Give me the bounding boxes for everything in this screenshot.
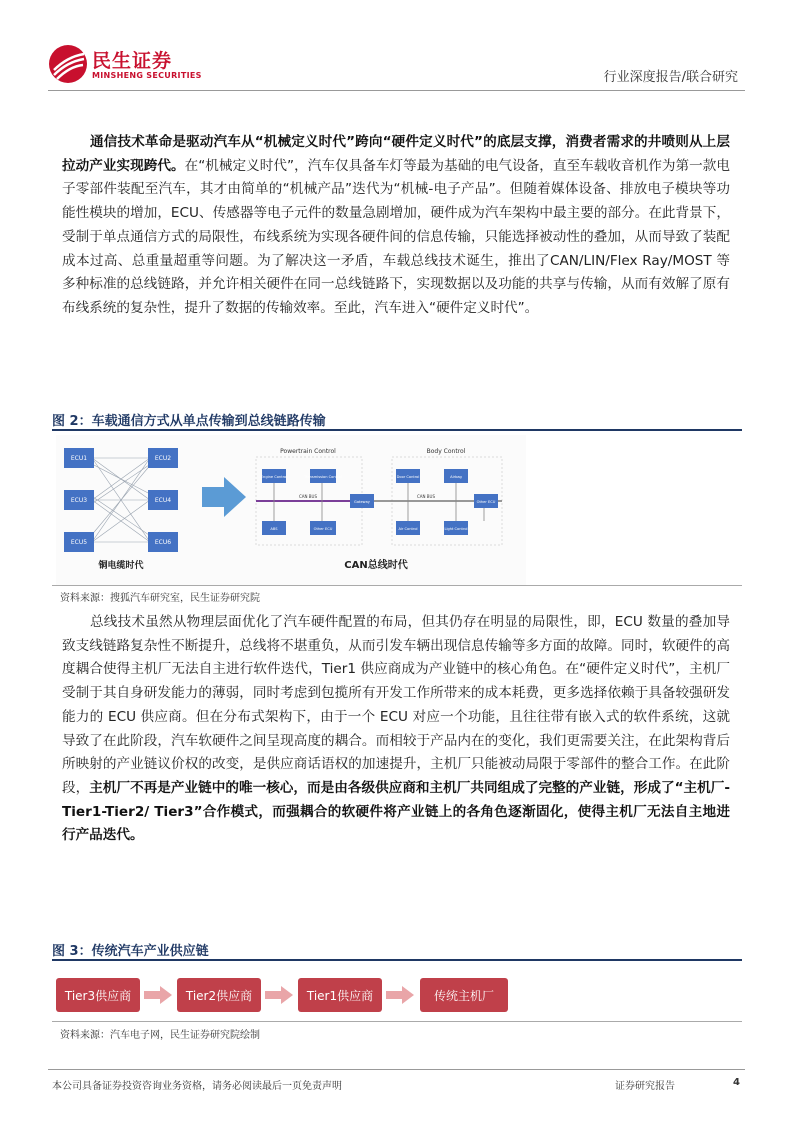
- brand-name-cn: 民生证券: [92, 50, 173, 72]
- ecu-label-right-1: ECU2: [154, 455, 172, 462]
- can-bus-label-2: CAN BUS: [416, 494, 436, 499]
- powertrain-group-label: Powertrain Control: [280, 448, 336, 455]
- ecu-label-left-3: ECU5: [70, 539, 88, 546]
- engine-control-label: Engine Control: [260, 475, 288, 479]
- figure-3-source-rule: [52, 1021, 742, 1022]
- brand-logo: [48, 44, 202, 84]
- header-divider: [48, 90, 745, 91]
- paragraph-2-bold: 主机厂不再是产业链中的唯一核心，而是由各级供应商和主机厂共同组成了完整的产业链，形成了“主机厂-Tier1-Tier2/ Tier3”合作模式，而强耦合的软硬件将产业链上的各角色逐渐固化，使得主机厂无法自主地进行产品迭代。: [62, 779, 731, 844]
- ecu-label-left-2: ECU3: [70, 497, 88, 504]
- figure-3-title: 图 3：传统汽车产业供应链: [52, 944, 209, 959]
- paragraph-2: [62, 611, 730, 848]
- figure-2-source: 资料来源：搜狐汽车研究室，民生证券研究院: [60, 593, 260, 604]
- supply-chain-arrow-3-icon: [386, 986, 414, 1004]
- paragraph-1-bold: 通信技术革命是驱动汽车从“机械定义时代”跨向“硬件定义时代”的底层支撑，消费者需求的井喷则从上层拉动产业实现跨代。: [62, 134, 730, 174]
- figure-2-source-rule: [52, 585, 742, 586]
- ecu-label-left-1: ECU1: [70, 455, 88, 462]
- can-bus-label-1: CAN BUS: [298, 494, 318, 499]
- figure-2-diagram: [56, 435, 526, 585]
- brand-logo-icon: [48, 44, 88, 84]
- supply-chain-diagram: [56, 975, 516, 1015]
- supply-chain-step-2: [177, 978, 261, 1012]
- transmission-control-label: Transmission Control: [304, 475, 342, 479]
- figure-2-title: 图 2：车载通信方式从单点传输到总线链路传输: [52, 414, 326, 429]
- supply-chain-step-1-label: Tier3供应商: [64, 989, 132, 1003]
- supply-chain-step-3-label: Tier1供应商: [306, 989, 374, 1003]
- supply-chain-step-4-label: 传统主机厂: [433, 989, 495, 1003]
- air-control-label: Air Control: [398, 527, 418, 531]
- light-control-label: Light Control: [444, 527, 468, 531]
- abs-label: ABS: [270, 527, 278, 531]
- figure-3-source: 资料来源：汽车电子网，民生证券研究院绘制: [60, 1030, 260, 1041]
- ecu-label-right-2: ECU4: [154, 497, 172, 504]
- footer-label: 证券研究报告: [615, 1081, 675, 1092]
- supply-chain-step-4: [420, 978, 508, 1012]
- paragraph-1: [62, 131, 730, 321]
- brand-name-en: MINSHENG SECURITIES: [92, 71, 202, 80]
- paragraph-2-text: 总线技术虽然从物理层面优化了汽车硬件配置的布局，但其仍存在明显的局限性，即，ECU 数量的叠加导致支线链路复杂性不断提升，总线将不堪重负，从而引发车辆出现信息传输等多方面的故障。同时，软硬件的高度耦合使得主机厂无法自主进行软件迭代，Tier1 供应商成为产业链中的核心角色。在“硬件定义时代”，主机厂受制于其自身研发能力的薄弱，同时考虑到包揽所有开发工作所带来的成本耗费，更多选择依赖于具备较强研发能力的 ECU 供应商。但在分布式架构下，由于一个 ECU 对应一个功能，且往往带有嵌入式的软件系统，这就导致了在此阶段，汽车软硬件之间呈现高度的耦合。而相较于产品内在的变化，我们更需要关注，在此架构背后所映射的产业链议价权的改变，是供应商话语权的加速提升，主机厂只能被动局限于零部件的整合工作。在此阶段，: [62, 614, 730, 796]
- powertrain-other-ecu-label: Other ECU: [313, 527, 333, 531]
- report-type: 行业深度报告/联合研究: [603, 70, 738, 85]
- ecu-label-right-3: ECU6: [154, 539, 172, 546]
- body-other-ecu-label: Other ECU: [476, 500, 496, 504]
- figure-2-rule: [52, 429, 742, 431]
- figure-3-rule: [52, 959, 742, 961]
- supply-chain-arrow-1-icon: [144, 986, 172, 1004]
- can-era-caption: CAN总线时代: [344, 560, 408, 571]
- gateway-label: Gateway: [354, 500, 370, 504]
- paragraph-1-text: 在“机械定义时代”，汽车仅具备车灯等最为基础的电气设备，直至车载收音机作为第一款电子零部件装配至汽车，其才由简单的“机械产品”迭代为“机械-电子产品”。但随着媒体设备、排放电子模块等功能性模块的增加，ECU、传感器等电子元件的数量急剧增加，硬件成为汽车架构中最主要的部分。在此背景下，受制于单点通信方式的局限性，布线系统为实现各硬件间的信息传输，只能选择被动性的叠加，从而导致了装配成本过高、总重量超重等问题。为了解决这一矛盾，车载总线技术诞生，推出了CAN/LIN/Flex Ray/MOST 等多种标准的总线链路，并允许相关硬件在同一总线链路下，实现数据以及功能的共享与传输，从而有效解了原有布线系统的复杂性，提升了数据的传输效率。至此，汽车进入“硬件定义时代”。: [62, 157, 730, 316]
- copper-era-caption: 铜电缆时代: [98, 561, 144, 571]
- supply-chain-arrow-2-icon: [265, 986, 293, 1004]
- supply-chain-step-1: [56, 978, 140, 1012]
- airbag-label: Airbag: [450, 475, 462, 479]
- supply-chain-step-3: [298, 978, 382, 1012]
- footer-divider: [48, 1069, 745, 1070]
- footer-disclaimer: 本公司具备证券投资咨询业务资格，请务必阅读最后一页免责声明: [52, 1081, 342, 1092]
- page-number: 4: [733, 1077, 740, 1088]
- body-group-label: Body Control: [426, 448, 466, 455]
- supply-chain-step-2-label: Tier2供应商: [185, 989, 253, 1003]
- door-control-label: Door Control: [396, 475, 420, 479]
